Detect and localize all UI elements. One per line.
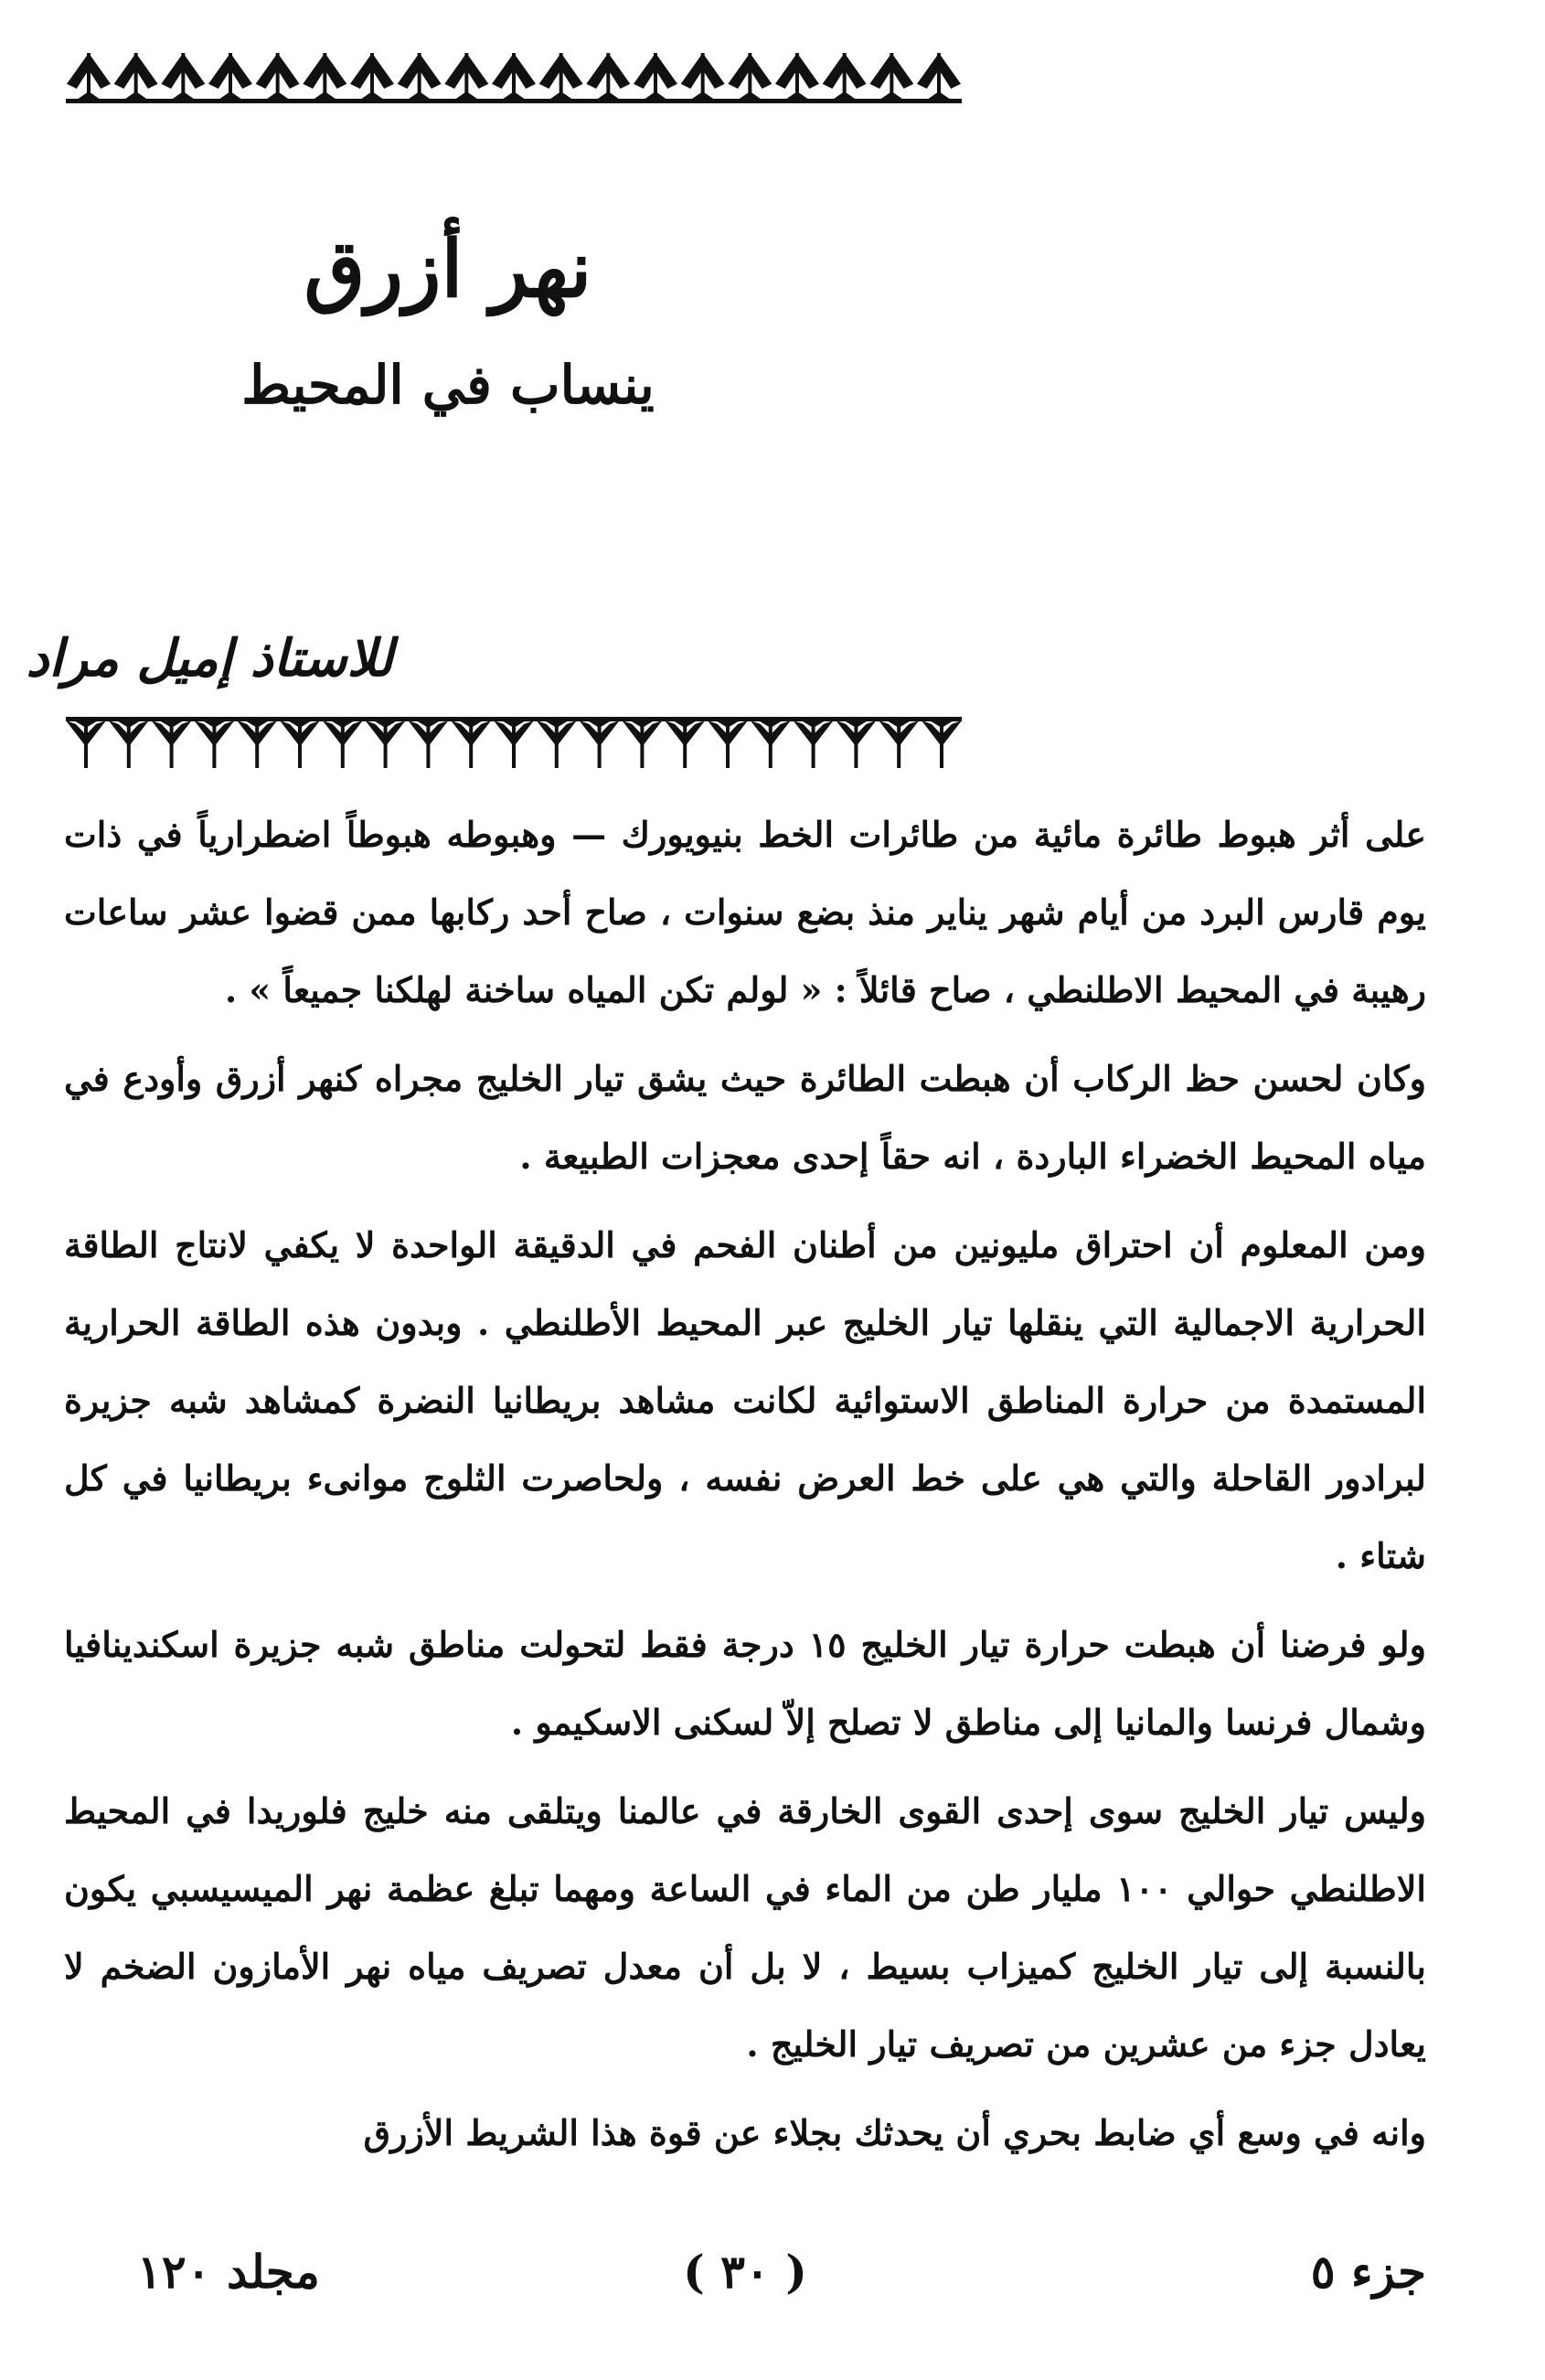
article-subtitle: ينساب في المحيط	[241, 354, 655, 416]
page-footer	[64, 2231, 1426, 2313]
footer-part: جزء ٥	[1310, 2245, 1426, 2299]
top-ornament-border	[66, 44, 962, 108]
body-paragraph: وكان لحسن حظ الركاب أن هبطت الطائرة حيث يشق تيار الخليج مجراه كنهر أزرق وأودع في مياه المحيط الخضراء الباردة ، انه حقاً إحدى معجزات الطبيعة .	[64, 1058, 1426, 1177]
article-author: للاستاذ إميل مراد	[26, 628, 393, 688]
divider-ornament-border	[66, 713, 962, 774]
body-paragraph: وليس تيار الخليج سوى إحدى القوى الخارقة في عالمنا ويتلقى منه خليج فلوريدا في المحيط الاطلنطي حوالي ١٠٠ مليار طن من الماء في الساعة ومهما تبلغ عظمة نهر الميسيسبي يكون بالنسبة إلى تيار الخليج كميزاب بسيط ، لا بل أن معدل تصريف مياه نهر الأمازون الضخم لا يعادل جزء من عشرين من تصريف تيار الخليج .	[64, 1790, 1426, 2065]
title-block	[238, 219, 658, 426]
body-paragraph: وانه في وسع أي ضابط بحري أن يحدثك بجلاء عن قوة هذا الشريط الأزرق	[363, 2112, 1426, 2153]
footer-page-number: ( ٣٠ )	[683, 2245, 807, 2299]
footer-volume: مجلد ١٢٠	[137, 2245, 320, 2299]
body-paragraph: على أثر هبوط طائرة مائية من طائرات الخط بنيويورك — وهبوطه هبوطاً اضطرارياً في ذات يوم قارس البرد من أيام شهر يناير منذ بضع سنوات ، صاح أحد ركابها ممن قضوا عشر ساعات رهيبة في المحيط الاطلنطي ، صاح قائلاً : « لولم تكن المياه ساخنة لهلكنا جميعاً » .	[64, 814, 1426, 1010]
article-body	[64, 795, 1426, 2222]
body-paragraph: ومن المعلوم أن احتراق مليونين من أطنان الفحم في الدقيقة الواحدة لا يكفي لانتاج الطاقة الحرارية الاجمالية التي ينقلها تيار الخليج عبر المحيط الأطلنطي . وبدون هذه الطاقة الحرارية المستمدة من حرارة المناطق الاستوائية لكانت مشاهد بريطانيا النضرة كمشاهد شبه جزيرة لبرادور القاحلة والتي هي على خط العرض نفسه ، ولحاصرت الثلوج موانىء بريطانيا في كل شتاء .	[64, 1224, 1426, 1576]
body-paragraph: ولو فرضنا أن هبطت حرارة تيار الخليج ١٥ درجة فقط لتحولت مناطق شبه جزيرة اسكندينافيا وشمال فرنسا والمانيا إلى مناطق لا تصلح إلاّ لسكنى الاسكيمو .	[64, 1624, 1426, 1743]
article-title: نهر أزرق	[304, 223, 592, 315]
